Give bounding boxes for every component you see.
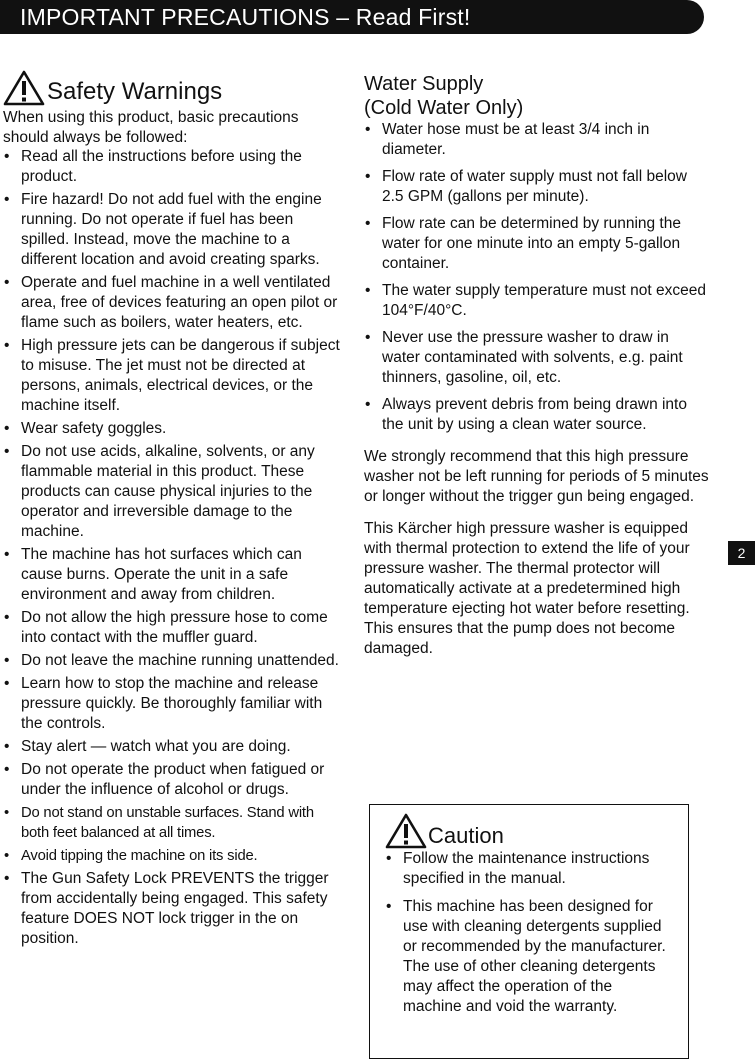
- list-item: • The water supply temperature must not exceed 104°F/40°C.: [364, 281, 709, 321]
- list-item: • Fire hazard! Do not add fuel with the engine running. Do not operate if fuel has been spilled. Instead, move the machine to a different location and avoid creating sparks.: [3, 190, 343, 270]
- list-item: • Never use the pressure washer to draw in water contaminated with solvents, e.g. paint thinners, gasoline, oil, etc.: [364, 328, 709, 388]
- safety-intro: When using this product, basic precautions should always be followed:: [3, 109, 299, 146]
- caution-list: [385, 849, 674, 1017]
- list-item: • Flow rate can be determined by running the water for one minute into an empty 5-gallon container.: [364, 214, 709, 274]
- list-item: • Do not use acids, alkaline, solvents, or any flammable material in this product. These products can cause physical injuries to the operator and irreversible damage to the machine.: [3, 442, 343, 542]
- list-item: • Wear safety goggles.: [3, 419, 343, 439]
- warning-triangle-icon: [3, 70, 45, 106]
- caution-box: [369, 804, 689, 1059]
- list-item: • Do not stand on unstable surfaces. Stand with both feet balanced at all times.: [3, 803, 343, 843]
- list-item: • Water hose must be at least 3/4 inch in diameter.: [364, 120, 709, 160]
- list-item: • Read all the instructions before using the product.: [3, 147, 343, 187]
- safety-heading: [3, 70, 343, 106]
- list-item: • The machine has hot surfaces which can cause burns. Operate the unit in a safe environment and away from children.: [3, 545, 343, 605]
- recommendation-paragraph: We strongly recommend that this high pressure washer not be left running for periods of 5 minutes or longer without the trigger gun being engaged.: [364, 448, 709, 505]
- caution-heading: [385, 813, 674, 849]
- list-item: • This machine has been designed for use with cleaning detergents supplied or recommended by the manufacturer. The use of other cleaning detergents may affect the operation of the machine and void the warranty.: [385, 897, 674, 1017]
- list-item: • Do not leave the machine running unattended.: [3, 651, 343, 671]
- warning-triangle-icon: [385, 813, 427, 849]
- water-title-line1: Water Supply: [364, 73, 484, 95]
- caution-title: Caution: [428, 823, 504, 848]
- list-item: • High pressure jets can be dangerous if subject to misuse. The jet must not be directed at persons, animals, electrical devices, or the machine itself.: [3, 336, 343, 416]
- list-item: • The Gun Safety Lock PREVENTS the trigger from accidentally being engaged. This safety feature DOES NOT lock trigger in the on position.: [3, 869, 343, 949]
- banner-title: IMPORTANT PRECAUTIONS – Read First!: [20, 4, 471, 30]
- list-item: • Do not allow the high pressure hose to come into contact with the muffler guard.: [3, 608, 343, 648]
- thermal-protection-paragraph: This Kärcher high pressure washer is equipped with thermal protection to extend the life of your pressure washer. The thermal protector will automatically activate at a predetermined high temperature ejecting hot water before resetting. This ensures that the pump does not become damaged.: [364, 520, 690, 657]
- page-banner: [0, 0, 704, 34]
- safety-title: Safety Warnings: [47, 78, 223, 105]
- list-item: • Do not operate the product when fatigued or under the influence of alcohol or drugs.: [3, 760, 343, 800]
- safety-list: [3, 147, 343, 949]
- water-title-line2: (Cold Water Only): [364, 97, 524, 119]
- list-item: • Always prevent debris from being drawn into the unit by using a clean water source.: [364, 395, 709, 435]
- list-item: • Learn how to stop the machine and release pressure quickly. Be thoroughly familiar with the controls.: [3, 674, 343, 734]
- list-item: • Flow rate of water supply must not fall below 2.5 GPM (gallons per minute).: [364, 167, 709, 207]
- list-item: • Stay alert — watch what you are doing.: [3, 737, 343, 757]
- water-supply-section: [364, 72, 709, 659]
- list-item: • Avoid tipping the machine on its side.: [3, 846, 343, 866]
- safety-warnings-section: [3, 70, 343, 952]
- water-list: [364, 120, 709, 435]
- page-number-tab: 2: [728, 541, 755, 565]
- list-item: • Operate and fuel machine in a well ventilated area, free of devices featuring an open pilot or flame such as boilers, water heaters, etc.: [3, 273, 343, 333]
- list-item: • Follow the maintenance instructions specified in the manual.: [385, 849, 674, 889]
